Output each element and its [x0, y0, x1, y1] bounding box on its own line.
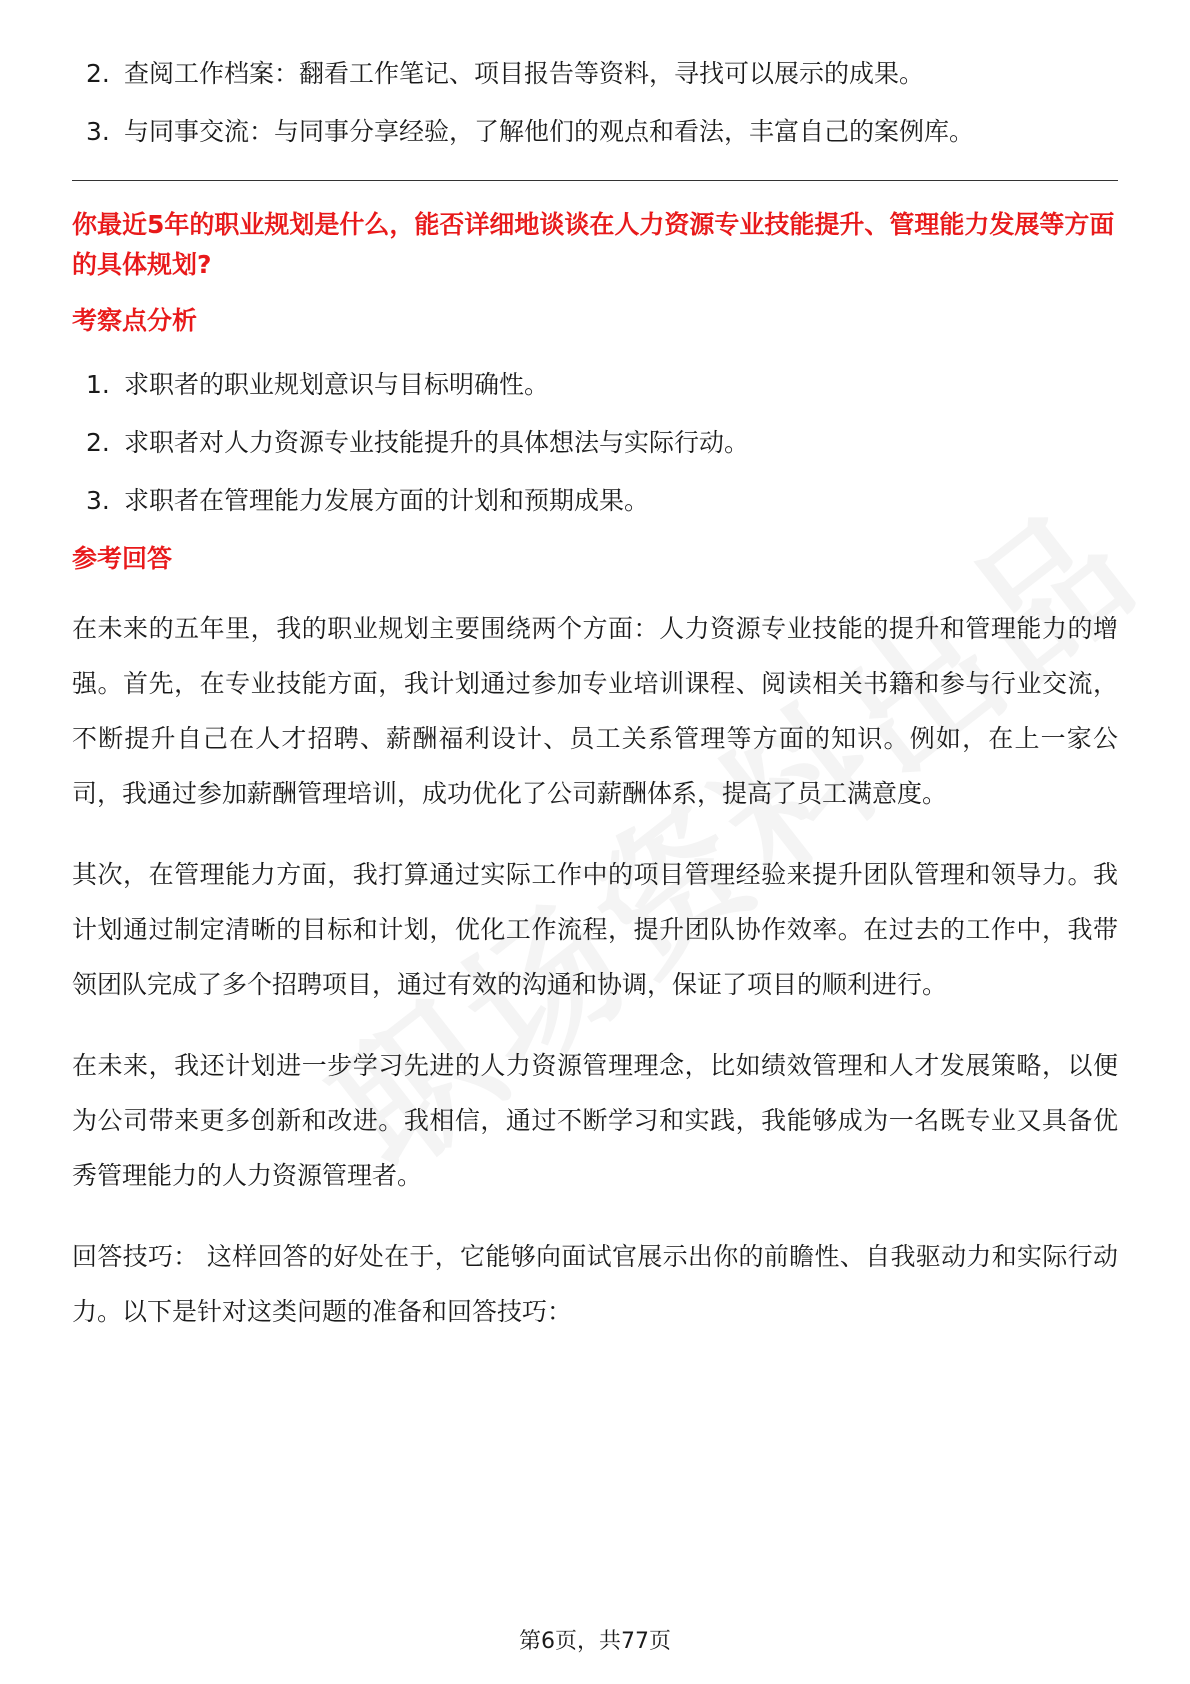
answer-title: 参考回答: [72, 544, 173, 573]
list-item: [72, 56, 1118, 92]
list-item: [72, 367, 1118, 403]
page-content: [72, 56, 1118, 1365]
list-number: 2.: [86, 428, 110, 457]
list-item: [72, 425, 1118, 461]
answer-paragraph: 其次，在管理能力方面，我打算通过实际工作中的项目管理经验来提升团队管理和领导力。我计划通过制定清晰的目标和计划，优化工作流程，提升团队协作效率。在过去的工作中，我带领团队完成了多个招聘项目，通过有效的沟通和协调，保证了项目的顺利进行。: [72, 860, 1118, 999]
analysis-list: [72, 367, 1118, 519]
list-number: 2.: [86, 59, 110, 88]
question-heading: 你最近5年的职业规划是什么，能否详细地谈谈在人力资源专业技能提升、管理能力发展等方面的具体规划?: [72, 210, 1115, 279]
list-item: [72, 114, 1118, 150]
list-text: 查阅工作档案：翻看工作笔记、项目报告等资料，寻找可以展示的成果。: [124, 59, 925, 88]
list-text: 求职者在管理能力发展方面的计划和预期成果。: [124, 486, 650, 515]
answer-tips-paragraph: 回答技巧： 这样回答的好处在于，它能够向面试官展示出你的前瞻性、自我驱动力和实际行动力。以下是针对这类问题的准备和回答技巧：: [72, 1242, 1118, 1326]
list-text: 与同事交流：与同事分享经验，了解他们的观点和看法，丰富自己的案例库。: [124, 117, 975, 146]
list-number: 3.: [86, 117, 110, 146]
page-number-footer: 第6页，共77页: [519, 1629, 671, 1654]
list-text: 求职者的职业规划意识与目标明确性。: [124, 370, 550, 399]
list-number: 1.: [86, 370, 110, 399]
continued-list: [72, 56, 1118, 150]
analysis-title: 考察点分析: [72, 306, 198, 335]
list-number: 3.: [86, 486, 110, 515]
answer-paragraph: 在未来的五年里，我的职业规划主要围绕两个方面：人力资源专业技能的提升和管理能力的增强。首先，在专业技能方面，我计划通过参加专业培训课程、阅读相关书籍和参与行业交流，不断提升自己在人才招聘、薪酬福利设计、员工关系管理等方面的知识。例如，在上一家公司，我通过参加薪酬管理培训，成功优化了公司薪酬体系，提高了员工满意度。: [72, 614, 1118, 808]
list-item: [72, 483, 1118, 519]
answer-paragraph: 在未来，我还计划进一步学习先进的人力资源管理理念，比如绩效管理和人才发展策略，以便为公司带来更多创新和改进。我相信，通过不断学习和实践，我能够成为一名既专业又具备优秀管理能力的人力资源管理者。: [72, 1051, 1118, 1190]
section-divider: [72, 180, 1118, 181]
list-text: 求职者对人力资源专业技能提升的具体想法与实际行动。: [124, 428, 750, 457]
